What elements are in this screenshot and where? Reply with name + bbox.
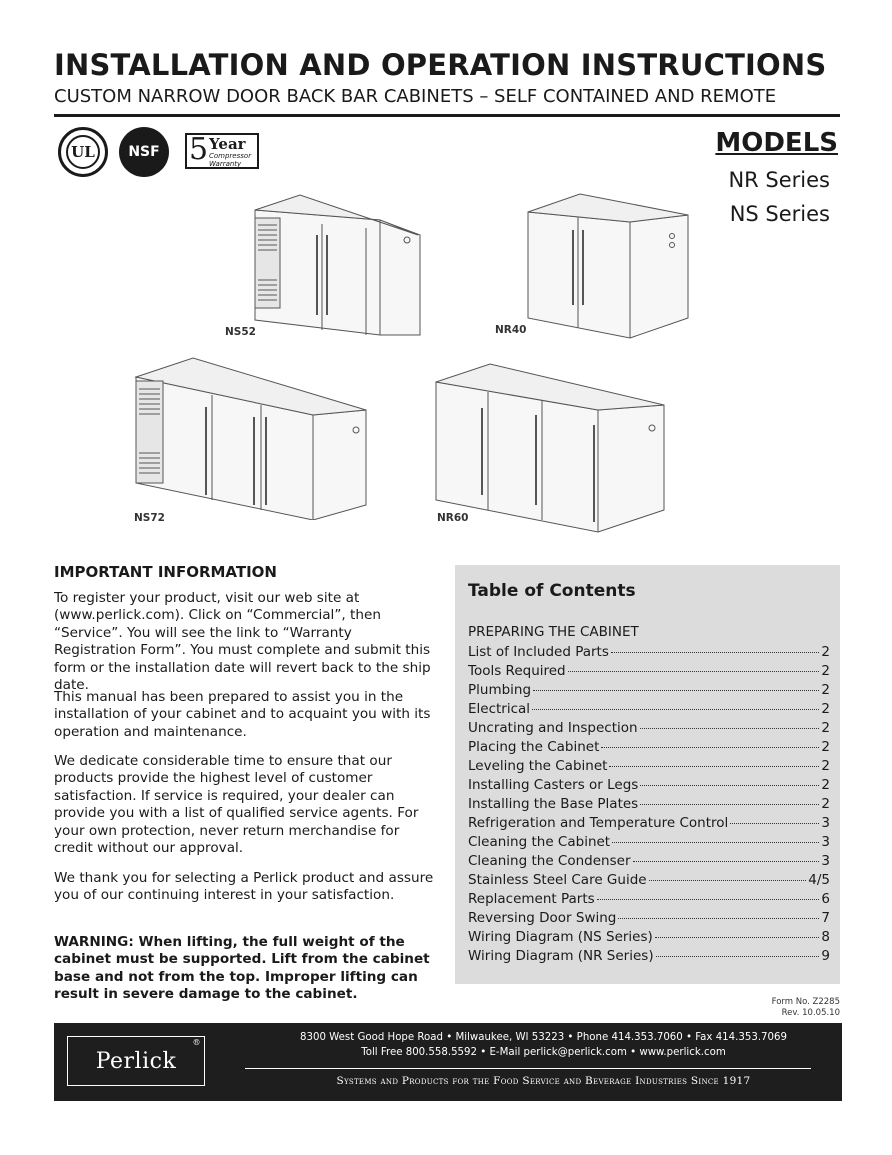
toc-entry-page: 4/5: [808, 872, 830, 888]
toc-entry-label: Tools Required: [468, 663, 566, 679]
toc-entry-label: Reversing Door Swing: [468, 910, 617, 926]
toc-entry: [468, 890, 830, 909]
service-paragraph: We dedicate considerable time to ensure that our products provide the highest level of customer satisfaction. If service is required, your dealer can provide you with a list of qualified service agents. For your own protection, never return merchandise for credit without our approval.: [54, 753, 419, 857]
toc-entry-page: 2: [821, 701, 830, 717]
warranty-number: 5: [189, 132, 209, 167]
toc-entry: [468, 700, 830, 719]
toc-entry-page: 2: [821, 796, 830, 812]
form-number-text: Form No. Z2285: [771, 997, 840, 1007]
series-ns: NS Series: [729, 202, 830, 226]
toc-entry-page: 7: [821, 910, 830, 926]
header-divider: [54, 114, 840, 117]
toc-entry-page: 2: [821, 644, 830, 660]
toc-entry-label: Installing Casters or Legs: [468, 777, 639, 793]
warranty-badge: [185, 133, 259, 169]
toc-entry: [468, 947, 830, 966]
warranty-year: Year: [209, 135, 246, 153]
toc-entry: [468, 757, 830, 776]
toc-entry: [468, 814, 830, 833]
toc-dot-leader: [533, 690, 819, 691]
toc-entry-label: Replacement Parts: [468, 891, 595, 907]
toc-dot-leader: [649, 880, 807, 881]
toc-dot-leader: [640, 728, 820, 729]
model-label-nr60: NR60: [437, 512, 469, 524]
perlick-logo-text: Perlick: [95, 1048, 177, 1074]
toc-entry-label: Plumbing: [468, 682, 532, 698]
toc-dot-leader: [656, 956, 820, 957]
toc-dot-leader: [612, 842, 819, 843]
toc-list: [468, 643, 830, 966]
footer-tagline: Systems and Products for the Food Service and Beverage Industries Since 1917: [336, 1075, 751, 1087]
toc-entry-page: 9: [821, 948, 830, 964]
toc-entry: [468, 928, 830, 947]
toc-entry: [468, 852, 830, 871]
toc-entry-label: Cleaning the Cabinet: [468, 834, 611, 850]
toc-dot-leader: [611, 652, 820, 653]
thank-you-paragraph: We thank you for selecting a Perlick product and assure you of our continuing interest in your satisfaction.: [54, 870, 434, 904]
form-revision-text: Rev. 10.05.10: [781, 1008, 840, 1018]
toc-entry-label: List of Included Parts: [468, 644, 609, 660]
toc-dot-leader: [601, 747, 819, 748]
registration-paragraph: To register your product, visit our web site at (www.perlick.com). Click on “Commercial”, then “Service”. You will see the link to “Warranty Registration Form”. You must complete and submit this form or the installation date will revert back to the ship date.: [54, 590, 431, 694]
toc-entry-label: Wiring Diagram (NR Series): [468, 948, 654, 964]
toc-entry-label: Stainless Steel Care Guide: [468, 872, 647, 888]
toc-entry-page: 3: [821, 815, 830, 831]
toc-dot-leader: [568, 671, 820, 672]
important-information-heading: IMPORTANT INFORMATION: [54, 563, 277, 581]
toc-dot-leader: [655, 937, 820, 938]
toc-dot-leader: [597, 899, 820, 900]
lifting-warning: WARNING: When lifting, the full weight of the cabinet must be supported. Lift from the cabinet base and not from the top. Improper lifting can result in severe damage to the cabinet.: [54, 934, 430, 1003]
perlick-logo: [67, 1036, 205, 1086]
toc-entry-page: 3: [821, 834, 830, 850]
document-subtitle: CUSTOM NARROW DOOR BACK BAR CABINETS – SELF CONTAINED AND REMOTE: [54, 86, 777, 107]
toc-dot-leader: [730, 823, 819, 824]
toc-entry-label: Placing the Cabinet: [468, 739, 600, 755]
warranty-text: [209, 152, 251, 168]
toc-entry: [468, 909, 830, 928]
toc-entry-page: 2: [821, 739, 830, 755]
toc-entry: [468, 738, 830, 757]
registered-mark: ®: [192, 1038, 201, 1047]
model-label-ns52: NS52: [225, 326, 256, 338]
toc-entry-page: 2: [821, 720, 830, 736]
table-of-contents: [455, 565, 840, 984]
toc-entry-label: Wiring Diagram (NS Series): [468, 929, 653, 945]
toc-entry-page: 2: [821, 663, 830, 679]
toc-entry: [468, 643, 830, 662]
toc-title: Table of Contents: [468, 581, 636, 601]
toc-entry: [468, 833, 830, 852]
toc-entry-page: 2: [821, 682, 830, 698]
toc-entry: [468, 776, 830, 795]
toc-entry-page: 3: [821, 853, 830, 869]
toc-dot-leader: [618, 918, 819, 919]
ul-logo-text: UL: [66, 135, 100, 169]
toc-entry-page: 6: [821, 891, 830, 907]
toc-entry-label: Uncrating and Inspection: [468, 720, 638, 736]
toc-entry: [468, 719, 830, 738]
toc-entry: [468, 795, 830, 814]
nr40-cabinet-illustration: [520, 190, 695, 340]
toc-entry-page: 2: [821, 777, 830, 793]
toc-dot-leader: [640, 785, 819, 786]
document-title: INSTALLATION AND OPERATION INSTRUCTIONS: [54, 48, 827, 82]
ns72-cabinet-illustration: [128, 355, 373, 520]
manual-purpose-paragraph: This manual has been prepared to assist you in the installation of your cabinet and to acquaint you with its operation and maintenance.: [54, 689, 431, 740]
nr60-cabinet-illustration: [430, 360, 670, 535]
models-heading: MODELS: [715, 128, 838, 158]
toc-entry-page: 8: [821, 929, 830, 945]
toc-entry-label: Electrical: [468, 701, 531, 717]
toc-entry-label: Leveling the Cabinet: [468, 758, 608, 774]
toc-entry-page: 2: [821, 758, 830, 774]
ul-logo-icon: [58, 127, 108, 177]
toc-entry-label: Installing the Base Plates: [468, 796, 639, 812]
warranty-line-1: Compressor: [209, 152, 252, 160]
model-label-ns72: NS72: [134, 512, 165, 524]
toc-dot-leader: [640, 804, 819, 805]
footer-contact: Toll Free 800.558.5592 • E-Mail perlick@perlick.com • www.perlick.com: [361, 1047, 726, 1058]
toc-entry: [468, 681, 830, 700]
nsf-logo-icon: NSF: [119, 127, 169, 177]
toc-dot-leader: [532, 709, 819, 710]
footer-address: 8300 West Good Hope Road • Milwaukee, WI 53223 • Phone 414.353.7060 • Fax 414.353.7069: [300, 1032, 787, 1043]
toc-entry-label: Cleaning the Condenser: [468, 853, 631, 869]
toc-entry: [468, 871, 830, 890]
warranty-line-2: Warranty: [209, 160, 242, 168]
ns52-cabinet-illustration: [240, 190, 440, 350]
toc-entry: [468, 662, 830, 681]
toc-section-heading: PREPARING THE CABINET: [468, 624, 639, 640]
form-number: [772, 997, 840, 1019]
footer-bar: [54, 1023, 842, 1101]
toc-dot-leader: [633, 861, 820, 862]
toc-entry-label: Refrigeration and Temperature Control: [468, 815, 729, 831]
series-nr: NR Series: [728, 168, 830, 192]
model-label-nr40: NR40: [495, 324, 527, 336]
footer-divider: [245, 1068, 811, 1069]
toc-dot-leader: [609, 766, 819, 767]
